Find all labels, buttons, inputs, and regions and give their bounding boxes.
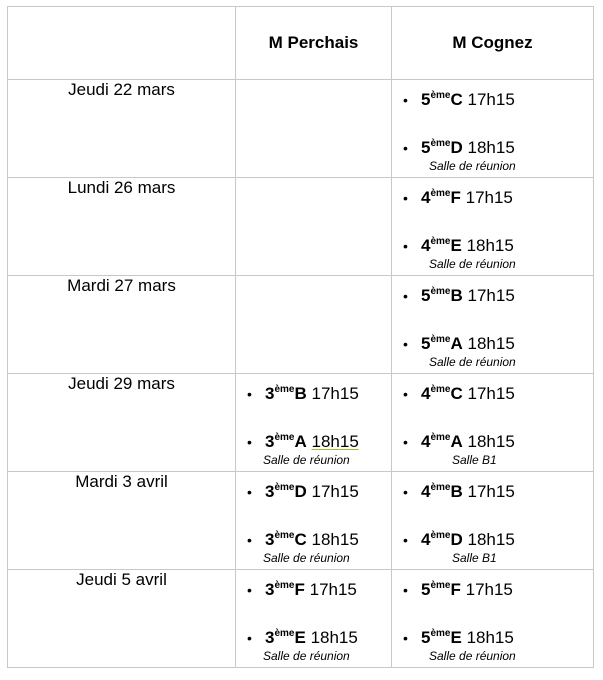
room-label: Salle B1 xyxy=(452,551,497,565)
grade-suffix: ème xyxy=(430,580,451,591)
table-row xyxy=(8,80,594,178)
grade-level: 5 xyxy=(421,334,431,353)
list-item xyxy=(392,374,593,422)
date-cell: Mardi 27 mars xyxy=(8,276,236,374)
bullet-icon: • xyxy=(247,386,252,402)
class-letter: E xyxy=(450,628,462,647)
class-letter: A xyxy=(450,334,463,353)
session-time: 18h15 xyxy=(311,530,359,549)
class-letter: F xyxy=(450,580,461,599)
session-time: 17h15 xyxy=(467,384,515,403)
grade-level: 3 xyxy=(265,482,275,501)
list-item xyxy=(236,618,391,666)
session-time: 18h15 xyxy=(467,334,515,353)
class-letter: B xyxy=(294,384,307,403)
class-session xyxy=(421,138,515,158)
class-letter: B xyxy=(450,286,463,305)
date-cell: Mardi 3 avril xyxy=(8,472,236,570)
list-item xyxy=(236,472,391,520)
class-session xyxy=(265,580,357,600)
date-cell: Jeudi 29 mars xyxy=(8,374,236,472)
class-letter: F xyxy=(294,580,305,599)
class-session xyxy=(265,530,359,550)
perchais-cell xyxy=(236,472,392,570)
grade-level: 5 xyxy=(421,138,431,157)
class-session xyxy=(421,188,513,208)
session-time: 17h15 xyxy=(309,580,357,599)
grade-suffix: ème xyxy=(430,482,451,493)
class-session xyxy=(421,334,515,354)
grade-level: 4 xyxy=(421,530,431,549)
grade-level: 4 xyxy=(421,384,431,403)
grade-level: 4 xyxy=(421,236,431,255)
bullet-icon: • xyxy=(403,630,408,646)
grade-suffix: ème xyxy=(430,334,451,345)
class-letter: F xyxy=(450,188,461,207)
list-item xyxy=(392,618,593,666)
perchais-cell xyxy=(236,178,392,276)
session-time: 17h15 xyxy=(465,188,513,207)
list-item xyxy=(392,276,593,324)
class-session xyxy=(265,628,358,648)
grade-suffix: ème xyxy=(430,138,451,149)
room-label: Salle B1 xyxy=(452,453,497,467)
class-letter: C xyxy=(450,384,463,403)
cognez-cell xyxy=(392,570,594,668)
table-row xyxy=(8,178,594,276)
bullet-icon: • xyxy=(403,484,408,500)
table-row xyxy=(8,570,594,668)
class-session xyxy=(421,236,514,256)
grade-suffix: ème xyxy=(274,628,295,639)
list-item xyxy=(236,422,391,470)
grade-level: 5 xyxy=(421,286,431,305)
list-item xyxy=(392,128,593,176)
grade-suffix: ème xyxy=(430,188,451,199)
bullet-icon: • xyxy=(403,140,408,156)
list-item xyxy=(392,178,593,226)
class-letter: C xyxy=(450,90,463,109)
session-time: 17h15 xyxy=(467,286,515,305)
session-time: 18h15 xyxy=(467,138,515,157)
date-cell: Jeudi 5 avril xyxy=(8,570,236,668)
room-label: Salle de réunion xyxy=(263,649,350,663)
bullet-icon: • xyxy=(403,386,408,402)
grade-level: 5 xyxy=(421,580,431,599)
bullet-icon: • xyxy=(403,582,408,598)
room-label: Salle de réunion xyxy=(263,551,350,565)
table-row xyxy=(8,374,594,472)
session-time: 18h15 xyxy=(467,530,515,549)
class-letter: B xyxy=(450,482,463,501)
session-time: 17h15 xyxy=(311,384,359,403)
list-item xyxy=(392,226,593,274)
session-time: 18h15 xyxy=(310,628,358,647)
cognez-cell xyxy=(392,374,594,472)
class-letter: A xyxy=(450,432,463,451)
class-session xyxy=(421,432,515,452)
session-time: 17h15 xyxy=(467,482,515,501)
table-row xyxy=(8,276,594,374)
header-empty-cell xyxy=(8,7,236,80)
bullet-icon: • xyxy=(247,630,252,646)
table-row xyxy=(8,472,594,570)
cognez-cell xyxy=(392,276,594,374)
grade-suffix: ème xyxy=(274,384,295,395)
list-item xyxy=(392,472,593,520)
bullet-icon: • xyxy=(403,434,408,450)
grade-suffix: ème xyxy=(274,482,295,493)
class-session xyxy=(421,384,515,404)
perchais-cell xyxy=(236,276,392,374)
grade-level: 3 xyxy=(265,530,275,549)
cognez-cell xyxy=(392,472,594,570)
session-time: 17h15 xyxy=(311,482,359,501)
grade-suffix: ème xyxy=(430,236,451,247)
grade-suffix: ème xyxy=(430,286,451,297)
session-time: 17h15 xyxy=(465,580,513,599)
bullet-icon: • xyxy=(403,238,408,254)
grade-level: 3 xyxy=(265,580,275,599)
bullet-icon: • xyxy=(403,532,408,548)
class-session xyxy=(421,482,515,502)
bullet-icon: • xyxy=(247,484,252,500)
room-label: Salle de réunion xyxy=(429,257,516,271)
date-cell: Lundi 26 mars xyxy=(8,178,236,276)
grade-suffix: ème xyxy=(430,432,451,443)
class-session xyxy=(265,482,359,502)
session-time: 18h15 xyxy=(466,628,514,647)
class-letter: D xyxy=(450,138,463,157)
class-letter: C xyxy=(294,530,307,549)
grade-level: 3 xyxy=(265,628,275,647)
class-session xyxy=(265,384,359,404)
bullet-icon: • xyxy=(247,434,252,450)
session-time: 18h15 xyxy=(311,432,359,451)
grade-level: 4 xyxy=(421,432,431,451)
perchais-cell xyxy=(236,374,392,472)
schedule-table xyxy=(7,6,594,668)
session-time: 17h15 xyxy=(467,90,515,109)
class-session xyxy=(421,530,515,550)
header-row xyxy=(8,7,594,80)
bullet-icon: • xyxy=(403,190,408,206)
header-cognez: M Cognez xyxy=(392,7,594,80)
session-time: 18h15 xyxy=(466,236,514,255)
grade-level: 4 xyxy=(421,482,431,501)
list-item xyxy=(392,80,593,128)
class-letter: A xyxy=(294,432,307,451)
grade-suffix: ème xyxy=(430,530,451,541)
class-letter: E xyxy=(294,628,306,647)
room-label: Salle de réunion xyxy=(429,649,516,663)
grade-level: 5 xyxy=(421,90,431,109)
list-item xyxy=(392,570,593,618)
class-session xyxy=(421,580,513,600)
grade-suffix: ème xyxy=(430,90,451,101)
list-item xyxy=(392,324,593,372)
cognez-cell xyxy=(392,178,594,276)
class-letter: D xyxy=(450,530,463,549)
bullet-icon: • xyxy=(247,532,252,548)
date-cell: Jeudi 22 mars xyxy=(8,80,236,178)
session-time: 18h15 xyxy=(467,432,515,451)
grade-level: 5 xyxy=(421,628,431,647)
list-item xyxy=(236,520,391,568)
bullet-icon: • xyxy=(247,582,252,598)
list-item xyxy=(392,520,593,568)
list-item xyxy=(236,570,391,618)
bullet-icon: • xyxy=(403,336,408,352)
grade-level: 3 xyxy=(265,432,275,451)
room-label: Salle de réunion xyxy=(429,355,516,369)
class-session xyxy=(421,628,514,648)
bullet-icon: • xyxy=(403,288,408,304)
perchais-cell xyxy=(236,570,392,668)
perchais-cell xyxy=(236,80,392,178)
grade-suffix: ème xyxy=(274,432,295,443)
grade-level: 4 xyxy=(421,188,431,207)
grade-suffix: ème xyxy=(430,384,451,395)
room-label: Salle de réunion xyxy=(429,159,516,173)
cognez-cell xyxy=(392,80,594,178)
list-item xyxy=(392,422,593,470)
grade-level: 3 xyxy=(265,384,275,403)
class-letter: D xyxy=(294,482,307,501)
list-item xyxy=(236,374,391,422)
class-session xyxy=(421,90,515,110)
grade-suffix: ème xyxy=(274,580,295,591)
grade-suffix: ème xyxy=(274,530,295,541)
class-letter: E xyxy=(450,236,462,255)
room-label: Salle de réunion xyxy=(263,453,350,467)
grade-suffix: ème xyxy=(430,628,451,639)
class-session xyxy=(265,432,359,452)
class-session xyxy=(421,286,515,306)
header-perchais: M Perchais xyxy=(236,7,392,80)
bullet-icon: • xyxy=(403,92,408,108)
